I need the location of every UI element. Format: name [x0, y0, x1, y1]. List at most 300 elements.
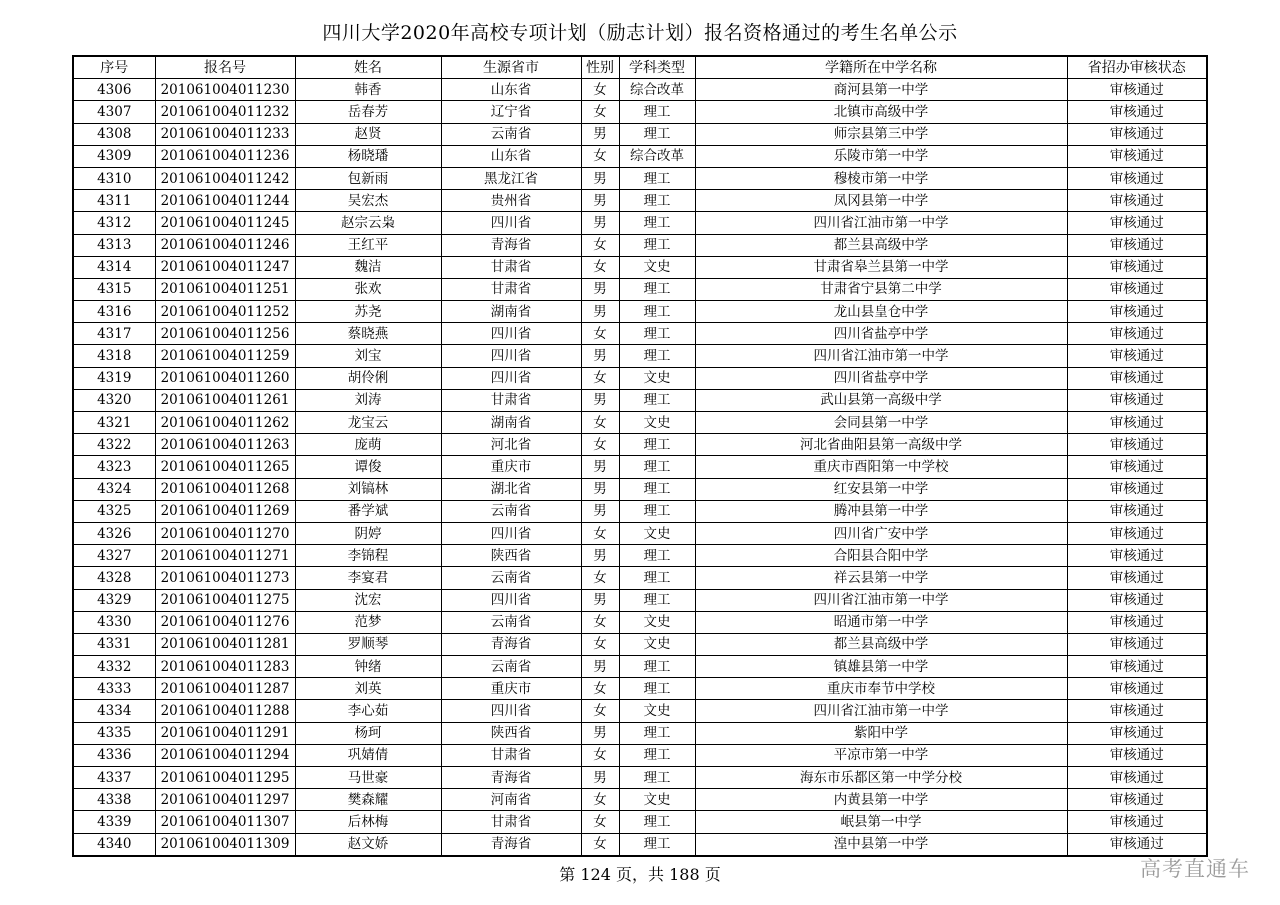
- column-header-registration-number: 报名号: [155, 56, 295, 79]
- cell-registration-number: 201061004011246: [155, 234, 295, 256]
- table-row: [73, 678, 1207, 700]
- cell-province: 云南省: [441, 567, 581, 589]
- cell-subject-type: 理工: [619, 567, 695, 589]
- table-row: [73, 656, 1207, 678]
- cell-school-name: 平凉市第一中学: [695, 744, 1067, 766]
- cell-school-name: 乐陵市第一中学: [695, 145, 1067, 167]
- table-row: [73, 434, 1207, 456]
- cell-gender: 女: [581, 611, 619, 633]
- cell-school-name: 四川省盐亭中学: [695, 323, 1067, 345]
- applicant-table: [72, 55, 1208, 857]
- cell-gender: 男: [581, 456, 619, 478]
- cell-subject-type: 理工: [619, 234, 695, 256]
- cell-school-name: 师宗县第三中学: [695, 123, 1067, 145]
- cell-subject-type: 理工: [619, 811, 695, 833]
- cell-registration-number: 201061004011251: [155, 278, 295, 300]
- table-row: [73, 811, 1207, 833]
- cell-school-name: 四川省广安中学: [695, 522, 1067, 544]
- cell-subject-type: 综合改革: [619, 145, 695, 167]
- table-row: [73, 633, 1207, 655]
- cell-subject-type: 文史: [619, 522, 695, 544]
- table-row: [73, 323, 1207, 345]
- table-row: [73, 367, 1207, 389]
- table-row: [73, 190, 1207, 212]
- cell-subject-type: 理工: [619, 389, 695, 411]
- cell-gender: 女: [581, 522, 619, 544]
- cell-province: 四川省: [441, 323, 581, 345]
- cell-review-status: 审核通过: [1067, 656, 1207, 678]
- table-row: [73, 389, 1207, 411]
- cell-name: 阴婷: [295, 522, 441, 544]
- cell-gender: 女: [581, 678, 619, 700]
- table-row: [73, 301, 1207, 323]
- cell-registration-number: 201061004011262: [155, 412, 295, 434]
- cell-gender: 女: [581, 412, 619, 434]
- cell-review-status: 审核通过: [1067, 412, 1207, 434]
- cell-registration-number: 201061004011297: [155, 789, 295, 811]
- column-header-gender: 性别: [581, 56, 619, 79]
- cell-review-status: 审核通过: [1067, 522, 1207, 544]
- cell-index: 4336: [73, 744, 155, 766]
- cell-subject-type: 理工: [619, 545, 695, 567]
- cell-registration-number: 201061004011283: [155, 656, 295, 678]
- table-row: [73, 167, 1207, 189]
- cell-subject-type: 理工: [619, 722, 695, 744]
- cell-name: 杨晓璠: [295, 145, 441, 167]
- cell-school-name: 会同县第一中学: [695, 412, 1067, 434]
- cell-registration-number: 201061004011294: [155, 744, 295, 766]
- cell-registration-number: 201061004011260: [155, 367, 295, 389]
- cell-index: 4312: [73, 212, 155, 234]
- cell-gender: 女: [581, 789, 619, 811]
- cell-review-status: 审核通过: [1067, 567, 1207, 589]
- cell-index: 4311: [73, 190, 155, 212]
- page-number: 第 124 页，共 188 页: [559, 865, 721, 884]
- cell-index: 4326: [73, 522, 155, 544]
- cell-subject-type: 理工: [619, 345, 695, 367]
- cell-name: 蔡晓燕: [295, 323, 441, 345]
- cell-name: 杨珂: [295, 722, 441, 744]
- cell-name: 刘英: [295, 678, 441, 700]
- cell-registration-number: 201061004011261: [155, 389, 295, 411]
- cell-school-name: 湟中县第一中学: [695, 833, 1067, 856]
- cell-index: 4314: [73, 256, 155, 278]
- cell-subject-type: 文史: [619, 633, 695, 655]
- table-row: [73, 278, 1207, 300]
- cell-subject-type: 理工: [619, 278, 695, 300]
- cell-subject-type: 理工: [619, 500, 695, 522]
- cell-province: 重庆市: [441, 678, 581, 700]
- cell-subject-type: 理工: [619, 656, 695, 678]
- column-header-school-name: 学籍所在中学名称: [695, 56, 1067, 79]
- cell-gender: 女: [581, 234, 619, 256]
- cell-school-name: 甘肃省宁县第二中学: [695, 278, 1067, 300]
- cell-registration-number: 201061004011236: [155, 145, 295, 167]
- cell-index: 4339: [73, 811, 155, 833]
- cell-index: 4306: [73, 79, 155, 101]
- table-row: [73, 722, 1207, 744]
- table-row: [73, 478, 1207, 500]
- cell-registration-number: 201061004011275: [155, 589, 295, 611]
- cell-province: 甘肃省: [441, 811, 581, 833]
- cell-index: 4334: [73, 700, 155, 722]
- cell-school-name: 四川省江油市第一中学: [695, 345, 1067, 367]
- cell-name: 吴宏杰: [295, 190, 441, 212]
- cell-registration-number: 201061004011245: [155, 212, 295, 234]
- cell-name: 李心茹: [295, 700, 441, 722]
- cell-school-name: 腾冲县第一中学: [695, 500, 1067, 522]
- cell-index: 4337: [73, 767, 155, 789]
- cell-index: 4333: [73, 678, 155, 700]
- cell-gender: 男: [581, 190, 619, 212]
- cell-gender: 女: [581, 744, 619, 766]
- cell-review-status: 审核通过: [1067, 256, 1207, 278]
- cell-school-name: 红安县第一中学: [695, 478, 1067, 500]
- table-row: [73, 101, 1207, 123]
- cell-province: 重庆市: [441, 456, 581, 478]
- cell-name: 谭俊: [295, 456, 441, 478]
- cell-registration-number: 201061004011265: [155, 456, 295, 478]
- cell-registration-number: 201061004011287: [155, 678, 295, 700]
- cell-review-status: 审核通过: [1067, 678, 1207, 700]
- cell-province: 青海省: [441, 767, 581, 789]
- cell-review-status: 审核通过: [1067, 190, 1207, 212]
- cell-province: 青海省: [441, 633, 581, 655]
- cell-registration-number: 201061004011247: [155, 256, 295, 278]
- cell-province: 河南省: [441, 789, 581, 811]
- cell-index: 4329: [73, 589, 155, 611]
- cell-name: 后林梅: [295, 811, 441, 833]
- cell-review-status: 审核通过: [1067, 589, 1207, 611]
- cell-subject-type: 理工: [619, 301, 695, 323]
- cell-index: 4321: [73, 412, 155, 434]
- cell-review-status: 审核通过: [1067, 456, 1207, 478]
- cell-school-name: 重庆市奉节中学校: [695, 678, 1067, 700]
- table-row: [73, 833, 1207, 856]
- cell-index: 4325: [73, 500, 155, 522]
- cell-gender: 男: [581, 212, 619, 234]
- cell-subject-type: 理工: [619, 123, 695, 145]
- cell-registration-number: 201061004011281: [155, 633, 295, 655]
- cell-review-status: 审核通过: [1067, 633, 1207, 655]
- cell-review-status: 审核通过: [1067, 234, 1207, 256]
- cell-index: 4309: [73, 145, 155, 167]
- cell-province: 甘肃省: [441, 256, 581, 278]
- table-row: [73, 500, 1207, 522]
- cell-subject-type: 理工: [619, 478, 695, 500]
- cell-name: 张欢: [295, 278, 441, 300]
- cell-province: 云南省: [441, 500, 581, 522]
- cell-school-name: 龙山县皇仓中学: [695, 301, 1067, 323]
- cell-registration-number: 201061004011295: [155, 767, 295, 789]
- cell-index: 4340: [73, 833, 155, 856]
- cell-name: 巩婧倩: [295, 744, 441, 766]
- cell-name: 沈宏: [295, 589, 441, 611]
- cell-name: 樊森耀: [295, 789, 441, 811]
- cell-school-name: 重庆市酉阳第一中学校: [695, 456, 1067, 478]
- cell-province: 湖北省: [441, 478, 581, 500]
- cell-province: 云南省: [441, 123, 581, 145]
- cell-gender: 女: [581, 700, 619, 722]
- cell-subject-type: 理工: [619, 744, 695, 766]
- cell-review-status: 审核通过: [1067, 367, 1207, 389]
- cell-review-status: 审核通过: [1067, 212, 1207, 234]
- cell-province: 河北省: [441, 434, 581, 456]
- cell-gender: 女: [581, 101, 619, 123]
- cell-province: 云南省: [441, 611, 581, 633]
- watermark-logo: 高考直通车: [1140, 857, 1250, 881]
- cell-province: 四川省: [441, 589, 581, 611]
- cell-name: 李宴君: [295, 567, 441, 589]
- cell-subject-type: 理工: [619, 589, 695, 611]
- table-row: [73, 611, 1207, 633]
- cell-review-status: 审核通过: [1067, 301, 1207, 323]
- cell-review-status: 审核通过: [1067, 700, 1207, 722]
- cell-subject-type: 理工: [619, 456, 695, 478]
- cell-province: 甘肃省: [441, 389, 581, 411]
- cell-index: 4316: [73, 301, 155, 323]
- cell-name: 钟绪: [295, 656, 441, 678]
- cell-province: 陕西省: [441, 722, 581, 744]
- table-row: [73, 145, 1207, 167]
- cell-gender: 男: [581, 389, 619, 411]
- table-row: [73, 456, 1207, 478]
- cell-subject-type: 理工: [619, 833, 695, 856]
- table-row: [73, 767, 1207, 789]
- cell-index: 4317: [73, 323, 155, 345]
- cell-subject-type: 理工: [619, 101, 695, 123]
- cell-review-status: 审核通过: [1067, 345, 1207, 367]
- table-row: [73, 79, 1207, 101]
- cell-province: 甘肃省: [441, 744, 581, 766]
- cell-province: 四川省: [441, 522, 581, 544]
- cell-review-status: 审核通过: [1067, 789, 1207, 811]
- cell-school-name: 岷县第一中学: [695, 811, 1067, 833]
- cell-name: 赵贤: [295, 123, 441, 145]
- cell-registration-number: 201061004011252: [155, 301, 295, 323]
- table-header-row: [73, 56, 1207, 79]
- cell-review-status: 审核通过: [1067, 722, 1207, 744]
- table-row: [73, 123, 1207, 145]
- column-header-province: 生源省市: [441, 56, 581, 79]
- cell-gender: 男: [581, 722, 619, 744]
- cell-gender: 男: [581, 589, 619, 611]
- table-row: [73, 522, 1207, 544]
- cell-registration-number: 201061004011263: [155, 434, 295, 456]
- cell-subject-type: 文史: [619, 700, 695, 722]
- cell-gender: 女: [581, 145, 619, 167]
- cell-registration-number: 201061004011276: [155, 611, 295, 633]
- cell-name: 龙宝云: [295, 412, 441, 434]
- cell-school-name: 武山县第一高级中学: [695, 389, 1067, 411]
- cell-school-name: 都兰县高级中学: [695, 234, 1067, 256]
- cell-registration-number: 201061004011307: [155, 811, 295, 833]
- cell-review-status: 审核通过: [1067, 145, 1207, 167]
- cell-subject-type: 综合改革: [619, 79, 695, 101]
- cell-review-status: 审核通过: [1067, 811, 1207, 833]
- cell-gender: 男: [581, 301, 619, 323]
- cell-province: 甘肃省: [441, 278, 581, 300]
- cell-subject-type: 文史: [619, 789, 695, 811]
- cell-school-name: 北镇市高级中学: [695, 101, 1067, 123]
- cell-subject-type: 文史: [619, 367, 695, 389]
- cell-review-status: 审核通过: [1067, 79, 1207, 101]
- cell-gender: 女: [581, 434, 619, 456]
- cell-index: 4318: [73, 345, 155, 367]
- cell-review-status: 审核通过: [1067, 167, 1207, 189]
- cell-province: 四川省: [441, 367, 581, 389]
- cell-subject-type: 理工: [619, 767, 695, 789]
- cell-gender: 男: [581, 656, 619, 678]
- table-row: [73, 789, 1207, 811]
- cell-review-status: 审核通过: [1067, 434, 1207, 456]
- cell-subject-type: 理工: [619, 434, 695, 456]
- column-header-index: 序号: [73, 56, 155, 79]
- cell-registration-number: 201061004011291: [155, 722, 295, 744]
- cell-index: 4332: [73, 656, 155, 678]
- cell-gender: 男: [581, 167, 619, 189]
- cell-school-name: 四川省盐亭中学: [695, 367, 1067, 389]
- cell-school-name: 都兰县高级中学: [695, 633, 1067, 655]
- cell-school-name: 河北省曲阳县第一高级中学: [695, 434, 1067, 456]
- cell-school-name: 昭通市第一中学: [695, 611, 1067, 633]
- cell-review-status: 审核通过: [1067, 323, 1207, 345]
- cell-index: 4320: [73, 389, 155, 411]
- cell-subject-type: 文史: [619, 412, 695, 434]
- cell-province: 湖南省: [441, 301, 581, 323]
- table-row: [73, 545, 1207, 567]
- cell-review-status: 审核通过: [1067, 767, 1207, 789]
- cell-registration-number: 201061004011232: [155, 101, 295, 123]
- cell-registration-number: 201061004011244: [155, 190, 295, 212]
- cell-name: 马世豪: [295, 767, 441, 789]
- cell-school-name: 内黄县第一中学: [695, 789, 1067, 811]
- cell-school-name: 四川省江油市第一中学: [695, 700, 1067, 722]
- page-title: 四川大学2020年高校专项计划（励志计划）报名资格通过的考生名单公示: [322, 22, 958, 44]
- table-body: [73, 79, 1207, 856]
- table-row: [73, 212, 1207, 234]
- cell-registration-number: 201061004011268: [155, 478, 295, 500]
- cell-gender: 男: [581, 278, 619, 300]
- cell-registration-number: 201061004011230: [155, 79, 295, 101]
- cell-gender: 男: [581, 767, 619, 789]
- cell-index: 4324: [73, 478, 155, 500]
- cell-gender: 男: [581, 500, 619, 522]
- cell-province: 山东省: [441, 145, 581, 167]
- cell-name: 刘涛: [295, 389, 441, 411]
- cell-review-status: 审核通过: [1067, 123, 1207, 145]
- cell-school-name: 甘肃省皋兰县第一中学: [695, 256, 1067, 278]
- cell-gender: 女: [581, 833, 619, 856]
- cell-index: 4307: [73, 101, 155, 123]
- cell-school-name: 紫阳中学: [695, 722, 1067, 744]
- cell-province: 辽宁省: [441, 101, 581, 123]
- cell-province: 湖南省: [441, 412, 581, 434]
- cell-name: 韩香: [295, 79, 441, 101]
- cell-index: 4308: [73, 123, 155, 145]
- cell-subject-type: 理工: [619, 678, 695, 700]
- table-row: [73, 412, 1207, 434]
- cell-index: 4315: [73, 278, 155, 300]
- cell-review-status: 审核通过: [1067, 833, 1207, 856]
- cell-registration-number: 201061004011271: [155, 545, 295, 567]
- cell-name: 李锦程: [295, 545, 441, 567]
- column-header-review-status: 省招办审核状态: [1067, 56, 1207, 79]
- cell-province: 贵州省: [441, 190, 581, 212]
- cell-name: 番学斌: [295, 500, 441, 522]
- cell-gender: 女: [581, 367, 619, 389]
- cell-province: 山东省: [441, 79, 581, 101]
- cell-school-name: 镇雄县第一中学: [695, 656, 1067, 678]
- cell-name: 赵文娇: [295, 833, 441, 856]
- cell-index: 4313: [73, 234, 155, 256]
- cell-name: 胡伶俐: [295, 367, 441, 389]
- cell-name: 赵宗云枭: [295, 212, 441, 234]
- cell-name: 范梦: [295, 611, 441, 633]
- cell-gender: 男: [581, 545, 619, 567]
- cell-index: 4319: [73, 367, 155, 389]
- cell-province: 青海省: [441, 833, 581, 856]
- cell-review-status: 审核通过: [1067, 611, 1207, 633]
- cell-gender: 男: [581, 123, 619, 145]
- cell-name: 王红平: [295, 234, 441, 256]
- cell-gender: 男: [581, 345, 619, 367]
- cell-school-name: 商河县第一中学: [695, 79, 1067, 101]
- cell-school-name: 海东市乐都区第一中学分校: [695, 767, 1067, 789]
- cell-gender: 女: [581, 633, 619, 655]
- cell-index: 4330: [73, 611, 155, 633]
- cell-name: 罗顺琴: [295, 633, 441, 655]
- cell-registration-number: 201061004011288: [155, 700, 295, 722]
- cell-school-name: 四川省江油市第一中学: [695, 212, 1067, 234]
- table-row: [73, 589, 1207, 611]
- cell-review-status: 审核通过: [1067, 101, 1207, 123]
- cell-name: 岳春芳: [295, 101, 441, 123]
- cell-subject-type: 理工: [619, 190, 695, 212]
- cell-name: 魏洁: [295, 256, 441, 278]
- cell-registration-number: 201061004011273: [155, 567, 295, 589]
- table-row: [73, 256, 1207, 278]
- cell-review-status: 审核通过: [1067, 389, 1207, 411]
- cell-province: 青海省: [441, 234, 581, 256]
- cell-name: 刘宝: [295, 345, 441, 367]
- cell-province: 云南省: [441, 656, 581, 678]
- cell-subject-type: 文史: [619, 256, 695, 278]
- cell-registration-number: 201061004011270: [155, 522, 295, 544]
- cell-subject-type: 理工: [619, 167, 695, 189]
- cell-registration-number: 201061004011309: [155, 833, 295, 856]
- cell-province: 四川省: [441, 212, 581, 234]
- cell-index: 4310: [73, 167, 155, 189]
- cell-index: 4338: [73, 789, 155, 811]
- cell-subject-type: 理工: [619, 323, 695, 345]
- cell-registration-number: 201061004011269: [155, 500, 295, 522]
- table-row: [73, 567, 1207, 589]
- cell-school-name: 祥云县第一中学: [695, 567, 1067, 589]
- table-row: [73, 345, 1207, 367]
- cell-province: 陕西省: [441, 545, 581, 567]
- table-row: [73, 700, 1207, 722]
- cell-school-name: 四川省江油市第一中学: [695, 589, 1067, 611]
- cell-index: 4335: [73, 722, 155, 744]
- cell-review-status: 审核通过: [1067, 478, 1207, 500]
- column-header-subject-type: 学科类型: [619, 56, 695, 79]
- cell-index: 4331: [73, 633, 155, 655]
- cell-index: 4328: [73, 567, 155, 589]
- cell-school-name: 穆棱市第一中学: [695, 167, 1067, 189]
- cell-registration-number: 201061004011256: [155, 323, 295, 345]
- cell-index: 4323: [73, 456, 155, 478]
